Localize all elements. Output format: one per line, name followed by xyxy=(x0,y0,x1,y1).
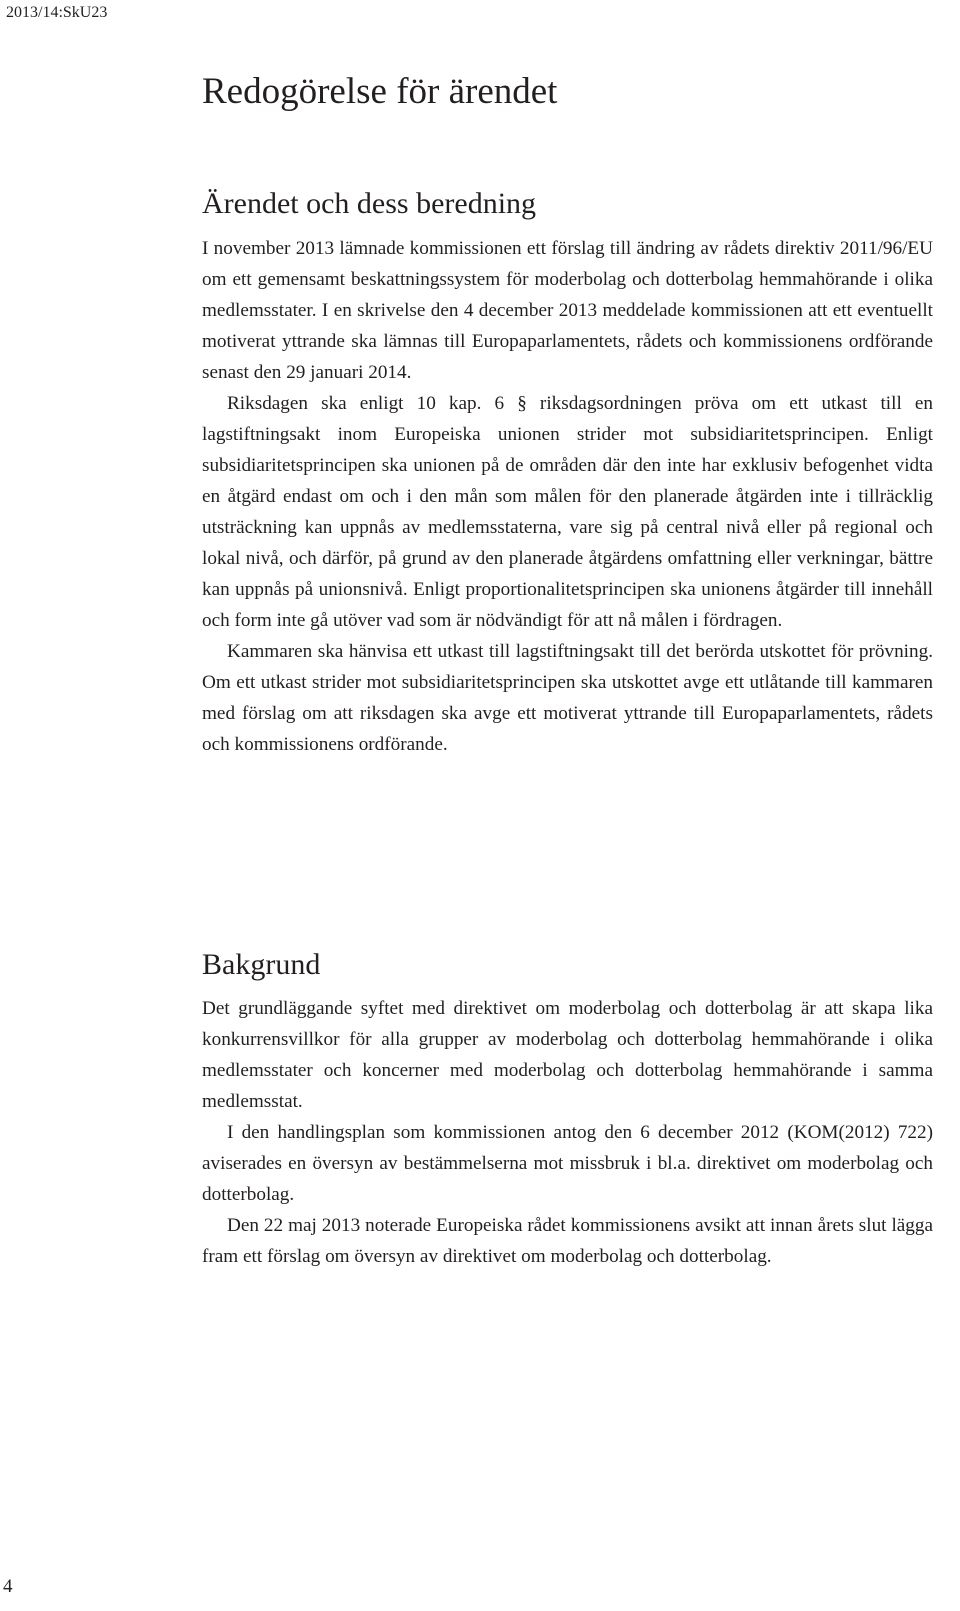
paragraph: I november 2013 lämnade kommissionen ett förslag till ändring av rådets direktiv 2011/96/EU om ett gemensamt beskattningssystem för moderbolag och dotterbolag hemmahörande i olika medlemsstater. I en skrivelse den 4 december 2013 meddelade kommissionen att ett eventuellt motiverat yttrande ska lämnas till Europaparlamentets, rådets och kommissionens ordförande senast den 29 januari 2014. xyxy=(202,238,933,383)
section-body-arendet xyxy=(202,233,933,760)
section-body-bakgrund xyxy=(202,993,933,1272)
page-number: 4 xyxy=(3,1576,13,1597)
page-title: Redogörelse för ärendet xyxy=(202,71,558,112)
paragraph: I den handlingsplan som kommissionen antog den 6 december 2012 (KOM(2012) 722) aviserades en översyn av bestämmelserna mot missbruk i bl.a. direktivet om moderbolag och dotterbolag. xyxy=(202,1122,933,1205)
section-heading-arendet: Ärendet och dess beredning xyxy=(202,187,537,220)
paragraph: Riksdagen ska enligt 10 kap. 6 § riksdagsordningen pröva om ett utkast till en lagstiftningsakt inom Europeiska unionen strider mot subsidiaritetsprincipen. Enligt subsidiaritetsprincipen ska unionen på de områden där den inte har exklusiv befogenhet vidta en åtgärd endast om och i den mån som målen för den planerade åtgärden inte i tillräcklig utsträckning kan uppnås av medlemsstaterna, vare sig på central nivå eller på regional och lokal nivå, och därför, på grund av den planerade åtgärdens omfattning eller verkningar, bättre kan uppnås på unionsnivå. Enligt proportionalitetsprincipen ska unionens åtgärder till innehåll och form inte gå utöver vad som är nödvändigt för att nå målen i fördragen. xyxy=(202,393,933,631)
document-reference: 2013/14:SkU23 xyxy=(6,4,108,21)
paragraph: Kammaren ska hänvisa ett utkast till lagstiftningsakt till det berörda utskottet för prövning. Om ett utkast strider mot subsidiaritetsprincipen ska utskottet avge ett utlåtande till kammaren med förslag om att riksdagen ska avge ett motiverat yttrande till Europaparlamentets, rådets och kommissionens ordförande. xyxy=(202,641,933,755)
section-heading-bakgrund: Bakgrund xyxy=(202,948,321,981)
paragraph: Det grundläggande syftet med direktivet om moderbolag och dotterbolag är att skapa lika konkurrensvillkor för alla grupper av moderbolag och dotterbolag hemmahörande i olika medlemsstater och koncerner med moderbolag och dotterbolag hemmahörande i samma medlemsstat. xyxy=(202,998,933,1112)
paragraph: Den 22 maj 2013 noterade Europeiska rådet kommissionens avsikt att innan årets slut lägga fram ett förslag om översyn av direktivet om moderbolag och dotterbolag. xyxy=(202,1215,933,1267)
